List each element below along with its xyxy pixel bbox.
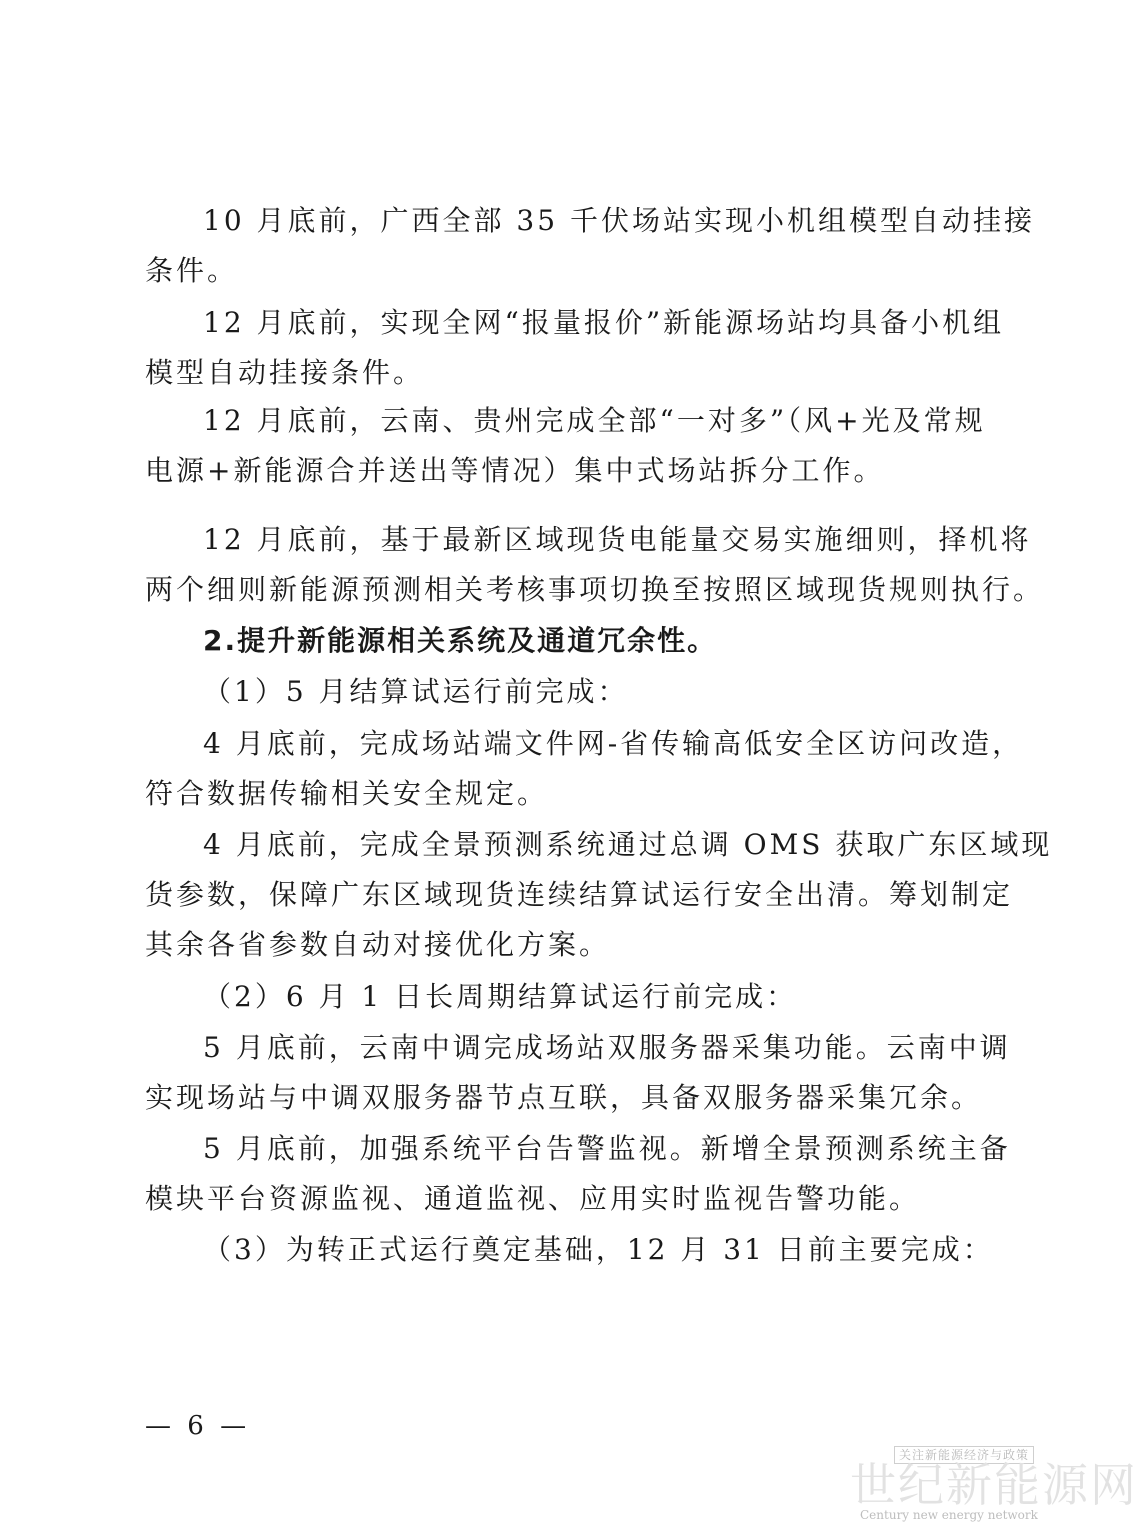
text-line: 条件。 <box>145 254 239 287</box>
section-heading-redundancy <box>145 616 1003 666</box>
subheading-may-settlement <box>145 667 1003 717</box>
watermark-logo <box>850 1446 1138 1522</box>
text-line: 模型自动挂接条件。 <box>145 356 425 389</box>
text-line: 模块平台资源监视、通道监视、应用实时监视告警功能。 <box>145 1182 921 1215</box>
text-line: 电源+新能源合并送出等情况）集中式场站拆分工作。 <box>145 454 885 487</box>
watermark-subtitle: Century new energy network <box>860 1508 1038 1522</box>
subheading-june-long-cycle <box>145 972 1003 1022</box>
text-line: 4 月底前，完成全景预测系统通过总调 OMS 获取广东区域现 <box>203 828 1053 861</box>
text-line: 其余各省参数自动对接优化方案。 <box>145 928 611 961</box>
paragraph-yunnan-guizhou-split <box>145 396 1003 496</box>
text-line: 两个细则新能源预测相关考核事项切换至按照区域现货规则执行。 <box>145 573 1045 606</box>
text-line: 5 月底前，加强系统平台告警监视。新增全景预测系统主备 <box>203 1132 1011 1165</box>
paragraph-yunnan-dual-server <box>145 1023 1011 1123</box>
heading-text: 2.提升新能源相关系统及通道冗余性。 <box>203 624 718 657</box>
text-line: 实现场站与中调双服务器节点互联，具备双服务器采集冗余。 <box>145 1081 983 1114</box>
text-line: （2）6 月 1 日长周期结算试运行前完成： <box>203 980 798 1013</box>
paragraph-file-network-upgrade <box>145 719 1024 819</box>
text-line: 12 月底前，基于最新区域现货电能量交易实施细则，择机将 <box>203 523 1032 556</box>
page-number: — 6 — <box>145 1411 251 1441</box>
paragraph-oms-guangdong-params <box>145 820 1053 970</box>
text-line: 10 月底前，广西全部 35 千伏场站实现小机组模型自动挂接 <box>203 204 1035 237</box>
watermark-tagline: 关注新能源经济与政策 <box>894 1446 1034 1464</box>
text-line: 5 月底前，云南中调完成场站双服务器采集功能。云南中调 <box>203 1031 1011 1064</box>
text-line: 12 月底前，实现全网“报量报价”新能源场站均具备小机组 <box>203 306 1005 339</box>
paragraph-guangxi-35kv <box>145 196 1035 296</box>
watermark-title: 世纪新能源网 <box>850 1458 1138 1512</box>
text-line: 12 月底前，云南、贵州完成全部“一对多”（风+光及常规 <box>203 404 986 437</box>
paragraph-platform-alarm-monitoring <box>145 1124 1011 1224</box>
text-line: 符合数据传输相关安全规定。 <box>145 777 549 810</box>
text-line: 4 月底前，完成场站端文件网-省传输高低安全区访问改造， <box>203 727 1024 760</box>
paragraph-spot-rules-switch <box>145 515 1045 615</box>
text-line: 货参数，保障广东区域现货连续结算试运行安全出清。筹划制定 <box>145 878 1014 911</box>
subheading-formal-operation <box>145 1225 1003 1275</box>
text-line: （3）为转正式运行奠定基础，12 月 31 日前主要完成： <box>203 1233 994 1266</box>
text-line: （1）5 月结算试运行前完成： <box>203 675 629 708</box>
paragraph-bid-price-stations <box>145 298 1003 398</box>
